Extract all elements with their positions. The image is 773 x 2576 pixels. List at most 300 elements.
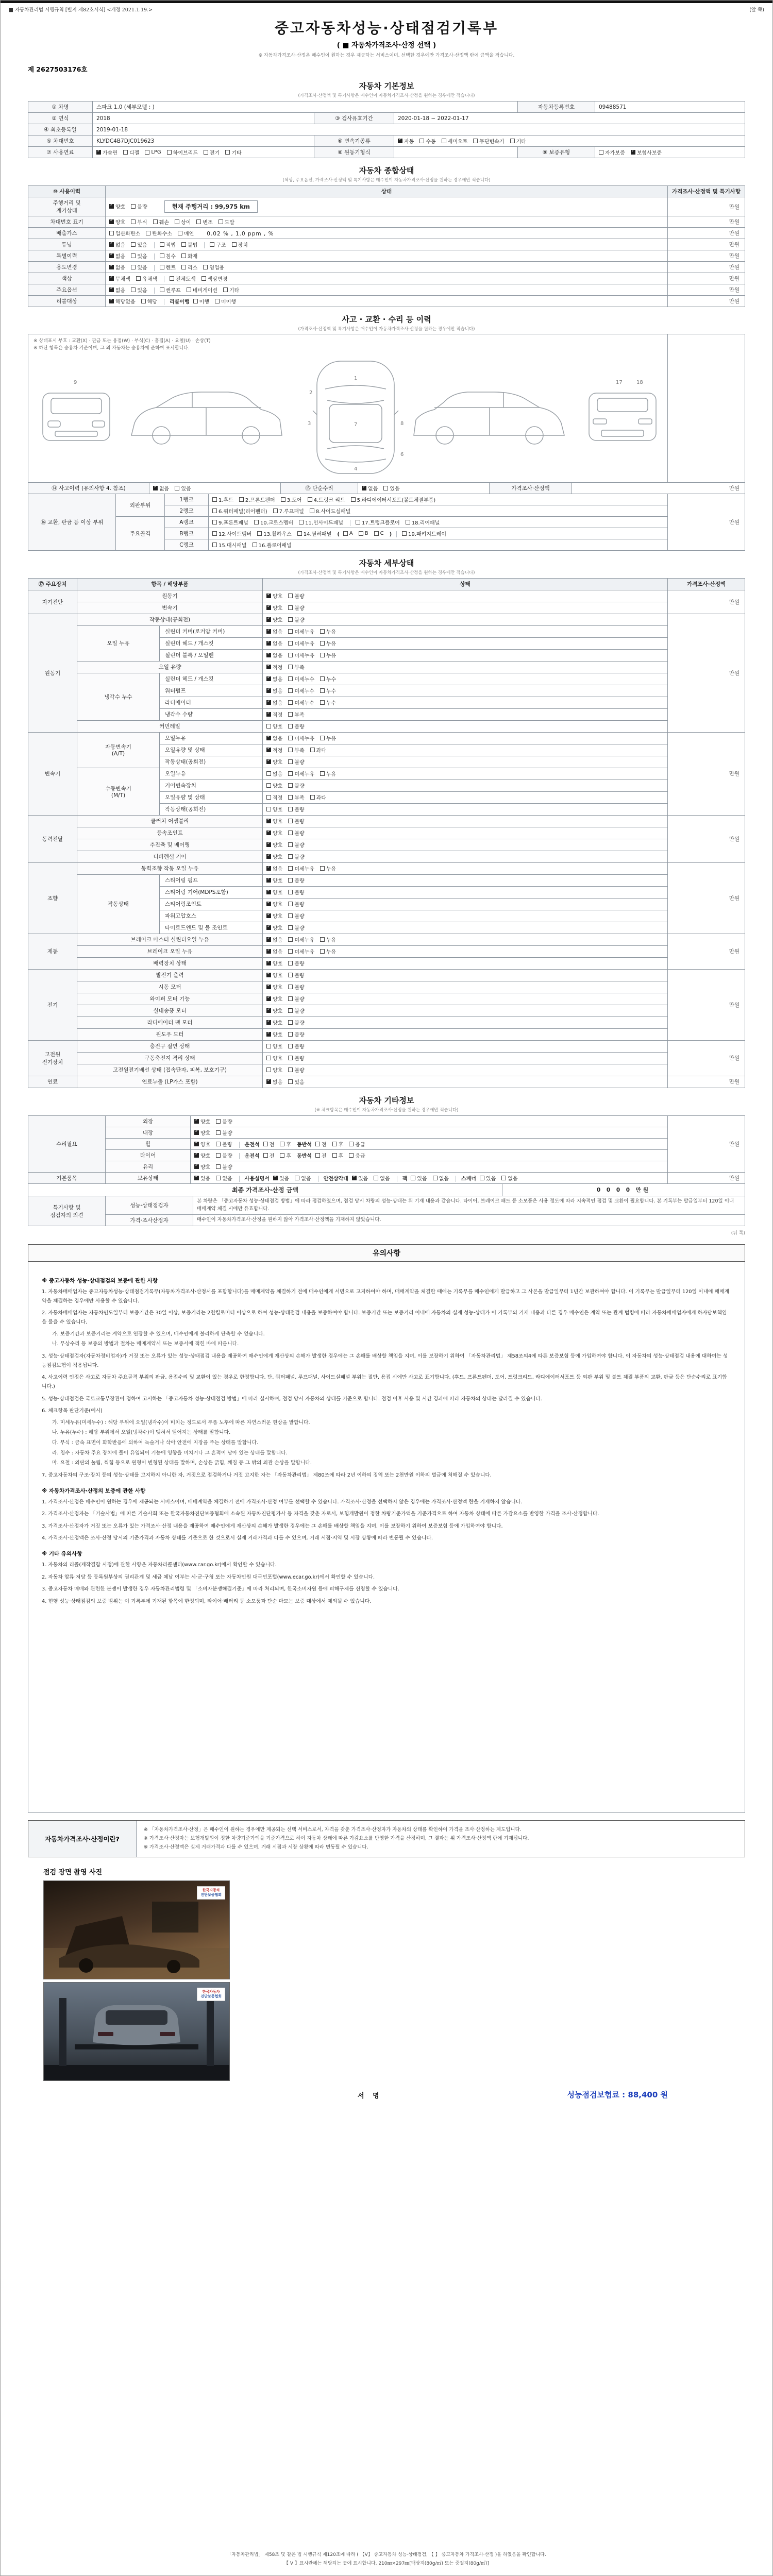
checkbox-option[interactable] (160, 252, 176, 260)
checkbox[interactable] (266, 1020, 271, 1025)
checkbox[interactable] (288, 996, 293, 1001)
checkbox[interactable] (194, 1176, 199, 1180)
checkbox[interactable] (288, 902, 293, 906)
checkbox[interactable] (288, 807, 293, 811)
checkbox[interactable] (225, 150, 230, 155)
checkbox[interactable] (194, 1153, 199, 1158)
checkbox-option[interactable] (349, 1151, 365, 1159)
checkbox-option[interactable] (215, 297, 236, 305)
checkbox-option[interactable] (288, 936, 314, 943)
checkbox[interactable] (266, 641, 271, 646)
checkbox[interactable] (145, 150, 149, 155)
checkbox-option[interactable] (266, 936, 282, 943)
checkbox[interactable] (419, 139, 424, 143)
checkbox[interactable] (280, 1142, 284, 1146)
checkbox[interactable] (109, 242, 114, 247)
checkbox-option[interactable] (194, 1174, 210, 1182)
checkbox[interactable] (178, 231, 182, 235)
checkbox-option[interactable] (288, 616, 304, 623)
checkbox-option[interactable] (288, 995, 304, 1003)
checkbox-option[interactable] (288, 805, 304, 813)
checkbox-option[interactable] (310, 793, 326, 801)
checkbox-option[interactable] (266, 1019, 282, 1026)
checkbox-option[interactable] (181, 263, 197, 271)
checkbox-option[interactable] (266, 793, 282, 801)
checkbox-option[interactable] (210, 241, 226, 248)
checkbox[interactable] (263, 1153, 268, 1158)
checkbox-option[interactable] (216, 1174, 232, 1182)
checkbox[interactable] (266, 902, 271, 906)
checkbox-option[interactable] (239, 496, 275, 503)
checkbox-option[interactable] (266, 900, 282, 908)
checkbox[interactable] (288, 854, 293, 859)
checkbox[interactable] (288, 1067, 293, 1072)
checkbox[interactable] (167, 150, 172, 155)
checkbox-option[interactable] (266, 841, 282, 849)
checkbox-option[interactable] (131, 286, 147, 294)
checkbox[interactable] (181, 265, 186, 269)
checkbox[interactable] (266, 605, 271, 610)
checkbox[interactable] (315, 1142, 320, 1146)
checkbox-option[interactable] (320, 865, 336, 872)
checkbox[interactable] (204, 150, 208, 155)
checkbox-option[interactable] (288, 710, 304, 718)
checkbox-option[interactable] (288, 651, 314, 659)
checkbox-option[interactable] (280, 1151, 291, 1159)
checkbox[interactable] (288, 1079, 293, 1084)
checkbox[interactable] (215, 299, 220, 303)
checkbox[interactable] (194, 1142, 199, 1146)
checkbox-option[interactable] (212, 496, 233, 503)
checkbox-option[interactable] (288, 983, 304, 991)
checkbox-option[interactable] (131, 252, 147, 260)
checkbox-option[interactable] (288, 947, 314, 955)
checkbox[interactable] (320, 641, 325, 646)
checkbox[interactable] (501, 1176, 506, 1180)
checkbox[interactable] (288, 866, 293, 871)
checkbox[interactable] (266, 1067, 271, 1072)
checkbox-option[interactable] (131, 202, 147, 210)
checkbox-option[interactable] (216, 1163, 232, 1171)
checkbox-option[interactable] (288, 628, 314, 635)
checkbox[interactable] (288, 665, 293, 669)
checkbox-option[interactable] (109, 297, 136, 305)
checkbox[interactable] (203, 265, 208, 269)
checkbox-option[interactable] (273, 507, 304, 515)
checkbox[interactable] (175, 219, 179, 224)
checkbox[interactable] (212, 520, 217, 524)
checkbox-option[interactable] (266, 924, 282, 931)
checkbox[interactable] (153, 219, 158, 224)
checkbox[interactable] (109, 299, 114, 303)
checkbox[interactable] (216, 1130, 221, 1135)
checkbox[interactable] (223, 287, 228, 292)
checkbox-option[interactable] (253, 541, 292, 549)
checkbox[interactable] (442, 139, 446, 143)
checkbox-option[interactable] (288, 770, 314, 777)
checkbox-option[interactable] (266, 1042, 282, 1050)
checkbox-option[interactable] (109, 218, 125, 226)
checkbox[interactable] (160, 265, 164, 269)
checkbox-option[interactable] (510, 137, 526, 145)
checkbox[interactable] (288, 937, 293, 942)
checkbox[interactable] (362, 486, 366, 490)
checkbox[interactable] (315, 1153, 320, 1158)
checkbox-option[interactable] (266, 758, 282, 766)
checkbox[interactable] (288, 783, 293, 788)
checkbox[interactable] (266, 783, 271, 788)
checkbox[interactable] (320, 736, 325, 740)
checkbox-option[interactable] (204, 148, 220, 156)
checkbox-option[interactable] (288, 675, 314, 683)
checkbox-option[interactable] (175, 218, 191, 226)
checkbox[interactable] (131, 265, 136, 269)
checkbox[interactable] (310, 795, 315, 800)
checkbox-option[interactable] (216, 1117, 232, 1125)
checkbox-option[interactable] (167, 148, 198, 156)
checkbox-option[interactable] (212, 541, 247, 549)
checkbox[interactable] (349, 1142, 354, 1146)
checkbox[interactable] (254, 520, 259, 524)
checkbox-option[interactable] (109, 241, 125, 248)
checkbox[interactable] (288, 913, 293, 918)
checkbox-option[interactable] (288, 687, 314, 694)
checkbox[interactable] (266, 594, 271, 598)
checkbox-option[interactable] (332, 1140, 344, 1148)
checkbox-option[interactable] (266, 651, 282, 659)
checkbox-option[interactable] (288, 734, 314, 742)
checkbox-option[interactable] (288, 604, 304, 612)
checkbox-option[interactable] (374, 1174, 390, 1182)
checkbox-option[interactable] (232, 241, 248, 248)
checkbox-option[interactable] (402, 530, 446, 537)
checkbox-option[interactable] (266, 592, 282, 600)
checkbox[interactable] (109, 276, 114, 281)
checkbox-option[interactable] (411, 1174, 427, 1182)
checkbox[interactable] (266, 819, 271, 823)
checkbox-option[interactable] (288, 959, 304, 967)
checkbox[interactable] (181, 242, 186, 247)
checkbox[interactable] (266, 676, 271, 681)
checkbox[interactable] (123, 150, 128, 155)
checkbox[interactable] (131, 287, 136, 292)
checkbox-option[interactable] (288, 722, 304, 730)
checkbox[interactable] (266, 949, 271, 954)
checkbox[interactable] (320, 771, 325, 776)
checkbox[interactable] (266, 878, 271, 883)
checkbox[interactable] (266, 748, 271, 752)
checkbox[interactable] (398, 139, 402, 143)
checkbox[interactable] (266, 736, 271, 740)
checkbox-option[interactable] (288, 782, 304, 789)
checkbox-option[interactable] (359, 531, 368, 536)
checkbox[interactable] (599, 150, 603, 155)
checkbox-option[interactable] (266, 995, 282, 1003)
checkbox[interactable] (263, 1142, 268, 1146)
checkbox-option[interactable] (263, 1151, 275, 1159)
checkbox[interactable] (109, 219, 114, 224)
checkbox-option[interactable] (266, 853, 282, 860)
checkbox-option[interactable] (501, 1174, 517, 1182)
checkbox-option[interactable] (266, 805, 282, 813)
checkbox-option[interactable] (153, 484, 169, 492)
checkbox-option[interactable] (266, 829, 282, 837)
checkbox-option[interactable] (398, 137, 414, 145)
checkbox[interactable] (266, 961, 271, 965)
checkbox[interactable] (320, 949, 325, 954)
checkbox[interactable] (281, 497, 285, 502)
checkbox-option[interactable] (599, 148, 625, 156)
checkbox[interactable] (266, 665, 271, 669)
checkbox[interactable] (433, 1176, 438, 1180)
checkbox[interactable] (288, 617, 293, 622)
checkbox-option[interactable] (266, 734, 282, 742)
checkbox[interactable] (320, 676, 325, 681)
checkbox[interactable] (288, 724, 293, 728)
checkbox-option[interactable] (288, 663, 304, 671)
checkbox-option[interactable] (288, 639, 314, 647)
checkbox-option[interactable] (288, 1030, 304, 1038)
checkbox[interactable] (288, 1056, 293, 1060)
checkbox[interactable] (295, 1176, 299, 1180)
checkbox[interactable] (266, 629, 271, 634)
checkbox[interactable] (216, 1119, 221, 1124)
checkbox-option[interactable] (181, 252, 197, 260)
checkbox-option[interactable] (288, 1019, 304, 1026)
checkbox[interactable] (288, 1044, 293, 1048)
checkbox-option[interactable] (194, 1117, 210, 1125)
checkbox-option[interactable] (343, 531, 353, 536)
checkbox-option[interactable] (320, 699, 336, 706)
checkbox[interactable] (131, 253, 136, 258)
checkbox-option[interactable] (266, 604, 282, 612)
checkbox-option[interactable] (266, 628, 282, 635)
checkbox[interactable] (109, 231, 114, 235)
checkbox-option[interactable] (480, 1174, 496, 1182)
checkbox-option[interactable] (266, 983, 282, 991)
checkbox-option[interactable] (170, 275, 196, 282)
checkbox-option[interactable] (263, 1140, 275, 1148)
checkbox[interactable] (288, 736, 293, 740)
checkbox-option[interactable] (320, 628, 336, 635)
checkbox-option[interactable] (266, 971, 282, 979)
checkbox-option[interactable] (266, 687, 282, 694)
checkbox[interactable] (320, 700, 325, 705)
checkbox[interactable] (109, 204, 114, 209)
checkbox[interactable] (160, 287, 164, 292)
checkbox-option[interactable] (419, 137, 435, 145)
checkbox-option[interactable] (266, 1066, 282, 1074)
checkbox[interactable] (297, 531, 302, 536)
checkbox-option[interactable] (315, 1140, 327, 1148)
checkbox-option[interactable] (109, 275, 130, 282)
checkbox[interactable] (288, 819, 293, 823)
checkbox-option[interactable] (266, 817, 282, 825)
checkbox-option[interactable] (288, 592, 304, 600)
checkbox[interactable] (160, 253, 164, 258)
checkbox-option[interactable] (109, 252, 125, 260)
checkbox-option[interactable] (136, 275, 157, 282)
checkbox[interactable] (473, 139, 478, 143)
checkbox[interactable] (194, 1119, 199, 1124)
checkbox[interactable] (96, 150, 101, 155)
checkbox[interactable] (193, 299, 198, 303)
checkbox-option[interactable] (201, 275, 228, 282)
checkbox-option[interactable] (266, 1054, 282, 1062)
checkbox-option[interactable] (194, 1129, 210, 1137)
checkbox[interactable] (216, 1153, 221, 1158)
checkbox[interactable] (631, 150, 635, 155)
checkbox[interactable] (308, 497, 312, 502)
checkbox[interactable] (109, 253, 114, 258)
checkbox-option[interactable] (280, 1140, 291, 1148)
checkbox-option[interactable] (288, 841, 304, 849)
checkbox[interactable] (288, 890, 293, 894)
checkbox[interactable] (320, 653, 325, 657)
checkbox[interactable] (266, 831, 271, 835)
checkbox[interactable] (299, 520, 304, 524)
checkbox-option[interactable] (216, 1129, 232, 1137)
checkbox[interactable] (288, 1032, 293, 1037)
checkbox-option[interactable] (178, 229, 194, 237)
checkbox-option[interactable] (288, 817, 304, 825)
checkbox[interactable] (131, 219, 136, 224)
checkbox[interactable] (288, 795, 293, 800)
checkbox[interactable] (266, 866, 271, 871)
checkbox-option[interactable] (123, 148, 139, 156)
checkbox[interactable] (181, 253, 186, 258)
checkbox[interactable] (288, 594, 293, 598)
checkbox-option[interactable] (433, 1174, 449, 1182)
checkbox[interactable] (359, 531, 363, 536)
checkbox-option[interactable] (266, 746, 282, 754)
checkbox[interactable] (352, 1176, 357, 1180)
checkbox-option[interactable] (109, 202, 125, 210)
checkbox[interactable] (288, 878, 293, 883)
checkbox[interactable] (332, 1153, 337, 1158)
checkbox-option[interactable] (288, 1042, 304, 1050)
checkbox[interactable] (480, 1176, 484, 1180)
checkbox-option[interactable] (332, 1151, 344, 1159)
checkbox-option[interactable] (288, 853, 304, 860)
checkbox-option[interactable] (310, 746, 326, 754)
checkbox[interactable] (310, 748, 315, 752)
checkbox[interactable] (288, 759, 293, 764)
checkbox-option[interactable] (308, 496, 345, 503)
checkbox[interactable] (187, 287, 191, 292)
checkbox-option[interactable] (109, 286, 125, 294)
checkbox-option[interactable] (141, 297, 157, 305)
checkbox[interactable] (131, 204, 136, 209)
checkbox[interactable] (273, 1176, 278, 1180)
checkbox[interactable] (411, 1176, 415, 1180)
checkbox[interactable] (288, 676, 293, 681)
checkbox-option[interactable] (160, 286, 181, 294)
checkbox[interactable] (153, 486, 158, 490)
checkbox[interactable] (310, 509, 314, 513)
checkbox-option[interactable] (109, 263, 125, 271)
checkbox[interactable] (266, 985, 271, 989)
checkbox-option[interactable] (297, 530, 332, 537)
checkbox-option[interactable] (266, 959, 282, 967)
checkbox-option[interactable] (266, 888, 282, 896)
checkbox[interactable] (266, 700, 271, 705)
checkbox-option[interactable] (320, 675, 336, 683)
checkbox-option[interactable] (223, 286, 239, 294)
checkbox[interactable] (266, 937, 271, 942)
checkbox-option[interactable] (356, 518, 400, 526)
checkbox-option[interactable] (194, 1140, 210, 1148)
checkbox-option[interactable] (146, 229, 172, 237)
checkbox-option[interactable] (288, 924, 304, 931)
checkbox-option[interactable] (288, 1007, 304, 1014)
checkbox-option[interactable] (181, 241, 197, 248)
checkbox-option[interactable] (225, 148, 241, 156)
checkbox-option[interactable] (266, 1078, 282, 1086)
checkbox-option[interactable] (320, 770, 336, 777)
checkbox-option[interactable] (131, 218, 147, 226)
checkbox-option[interactable] (266, 616, 282, 623)
checkbox[interactable] (288, 1008, 293, 1013)
checkbox[interactable] (141, 299, 146, 303)
checkbox[interactable] (383, 486, 388, 490)
checkbox-option[interactable] (266, 912, 282, 920)
checkbox-option[interactable] (131, 241, 147, 248)
checkbox[interactable] (266, 795, 271, 800)
checkbox-option[interactable] (288, 971, 304, 979)
checkbox-option[interactable] (266, 865, 282, 872)
checkbox[interactable] (288, 949, 293, 954)
checkbox-option[interactable] (266, 1007, 282, 1014)
checkbox-option[interactable] (254, 518, 293, 526)
checkbox-option[interactable] (315, 1151, 327, 1159)
checkbox[interactable] (288, 831, 293, 835)
checkbox[interactable] (266, 973, 271, 977)
checkbox-option[interactable] (153, 218, 169, 226)
checkbox-option[interactable] (473, 137, 504, 145)
checkbox-option[interactable] (187, 286, 217, 294)
checkbox[interactable] (351, 497, 356, 502)
checkbox-option[interactable] (266, 675, 282, 683)
checkbox-option[interactable] (219, 218, 234, 226)
checkbox[interactable] (266, 1044, 271, 1048)
checkbox[interactable] (175, 486, 179, 490)
checkbox[interactable] (216, 1142, 221, 1146)
checkbox[interactable] (266, 1008, 271, 1013)
checkbox[interactable] (201, 276, 206, 281)
checkbox[interactable] (332, 1142, 337, 1146)
checkbox[interactable] (219, 219, 223, 224)
checkbox[interactable] (239, 497, 244, 502)
checkbox-option[interactable] (320, 936, 336, 943)
checkbox[interactable] (266, 807, 271, 811)
checkbox-option[interactable] (288, 1078, 304, 1086)
checkbox-option[interactable] (160, 263, 176, 271)
checkbox[interactable] (402, 531, 407, 536)
checkbox[interactable] (288, 1020, 293, 1025)
checkbox[interactable] (170, 276, 174, 281)
checkbox[interactable] (288, 629, 293, 634)
checkbox-option[interactable] (196, 218, 212, 226)
checkbox[interactable] (266, 842, 271, 847)
checkbox[interactable] (406, 520, 410, 524)
checkbox[interactable] (288, 925, 293, 930)
checkbox-option[interactable] (266, 722, 282, 730)
checkbox-option[interactable] (266, 770, 282, 777)
checkbox-option[interactable] (109, 229, 140, 237)
checkbox-option[interactable] (310, 507, 351, 515)
checkbox-option[interactable] (194, 1163, 210, 1171)
